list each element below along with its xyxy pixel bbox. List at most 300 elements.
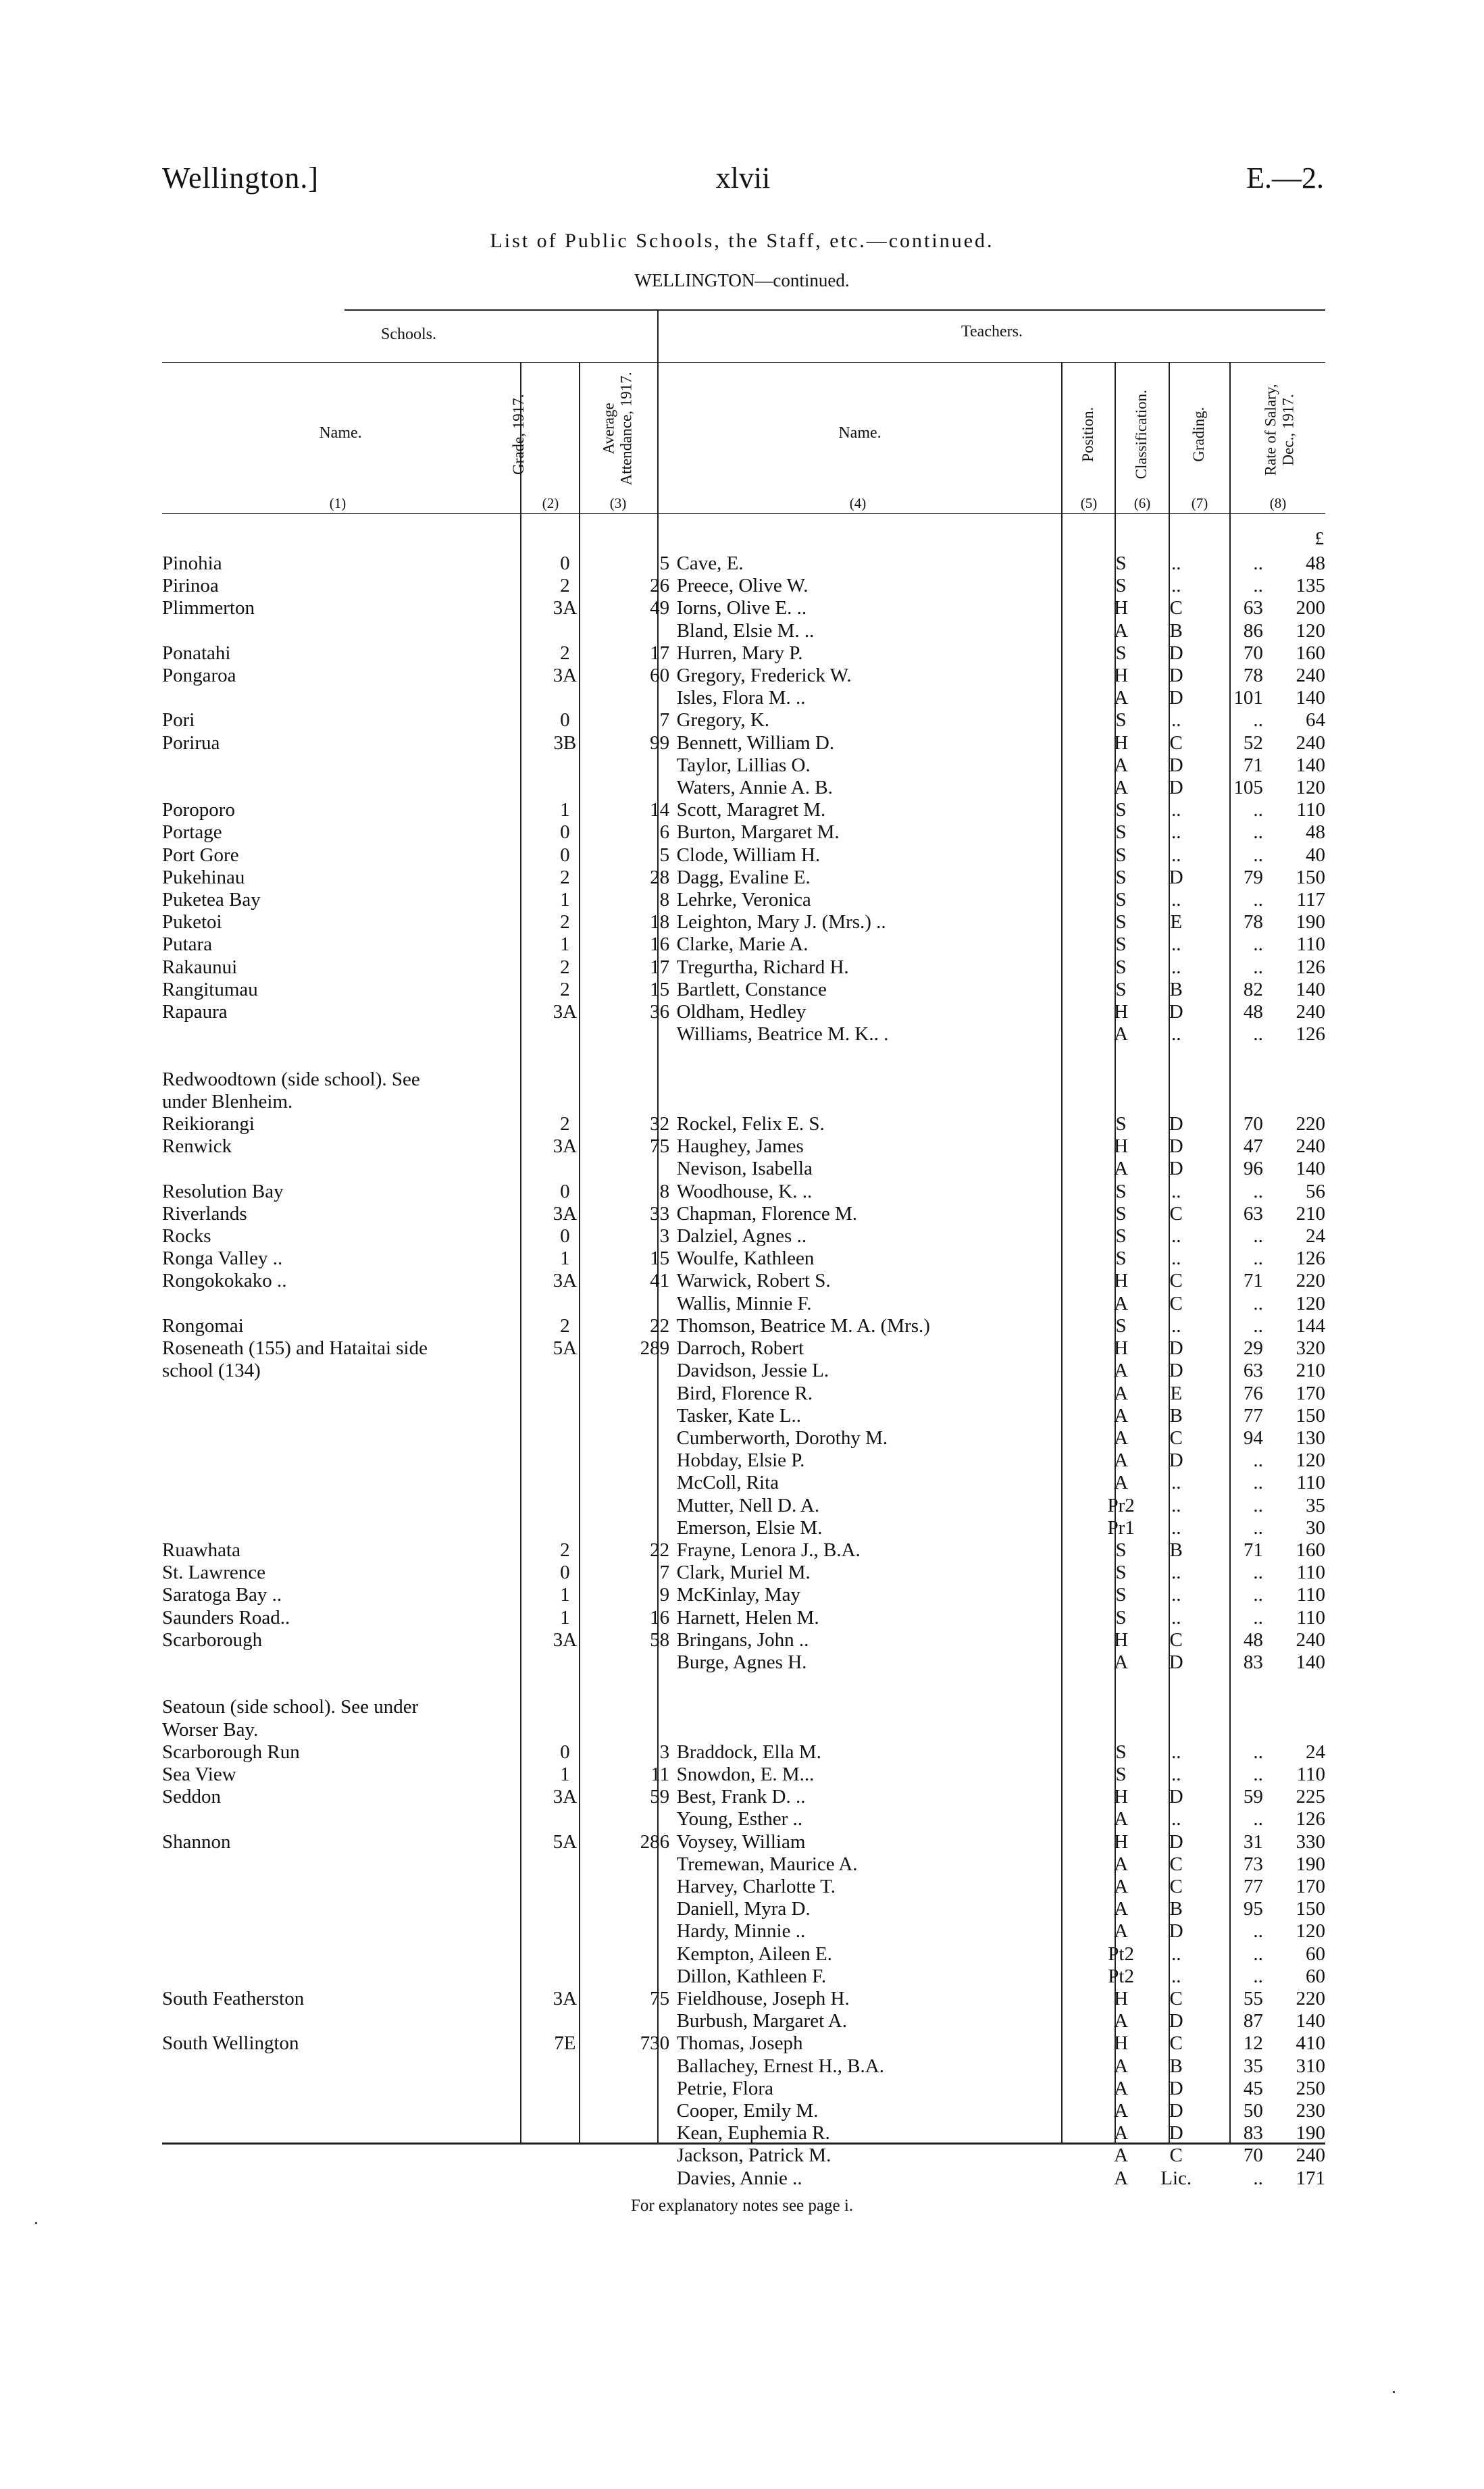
teacher-position bbox=[1094, 2145, 1149, 2167]
teacher-grading bbox=[1204, 1539, 1263, 1562]
teacher-classification-text: B bbox=[1169, 1404, 1183, 1427]
school-grade bbox=[535, 1203, 594, 1225]
school-attendance-text: 36 bbox=[650, 1001, 670, 1023]
teacher-salary-text: 150 bbox=[1296, 1898, 1325, 1920]
teacher-classification-text: D bbox=[1169, 642, 1183, 664]
teacher-classification-text: .. bbox=[1171, 553, 1181, 574]
school-name-text: Porirua bbox=[162, 732, 220, 754]
teacher-classification bbox=[1148, 821, 1204, 844]
teacher-position bbox=[1094, 1674, 1149, 1696]
teacher-classification-text: D bbox=[1169, 687, 1183, 709]
teacher-classification-text: B bbox=[1169, 619, 1183, 642]
teacher-salary-text: 240 bbox=[1296, 732, 1325, 754]
teacher-salary-text: 240 bbox=[1296, 1001, 1325, 1023]
school-name-text: Reikiorangi bbox=[162, 1113, 255, 1135]
school-attendance bbox=[594, 2055, 669, 2078]
school-name bbox=[162, 1315, 535, 1337]
school-grade-text: 2 bbox=[560, 1539, 570, 1561]
table-row bbox=[162, 1270, 1325, 1292]
teacher-salary bbox=[1263, 2032, 1325, 2055]
teacher-classification bbox=[1148, 2122, 1204, 2145]
teacher-grading-text: 82 bbox=[1243, 978, 1263, 1000]
teacher-position-text: S bbox=[1115, 1562, 1127, 1584]
teacher-salary-text: 220 bbox=[1296, 1987, 1325, 2009]
teacher-grading-text: .. bbox=[1253, 1763, 1263, 1785]
teacher-salary-text: 48 bbox=[1306, 821, 1325, 844]
school-name bbox=[162, 665, 535, 687]
school-attendance bbox=[594, 2010, 669, 2032]
school-name bbox=[162, 2055, 535, 2078]
teacher-classification-text: .. bbox=[1171, 844, 1181, 866]
teacher-position-text: A bbox=[1114, 1808, 1129, 1830]
teacher-position-text: S bbox=[1115, 1314, 1127, 1337]
school-grade bbox=[535, 799, 594, 821]
teacher-classification bbox=[1148, 956, 1204, 979]
teacher-grading-text: .. bbox=[1253, 933, 1263, 956]
teacher-classification bbox=[1148, 709, 1204, 732]
teacher-position-text: Pt2 bbox=[1108, 1965, 1134, 1987]
teacher-salary-text: 120 bbox=[1296, 1449, 1325, 1472]
teacher-name-text: Bartlett, Constance bbox=[676, 978, 827, 1000]
teacher-salary-text: 240 bbox=[1296, 1135, 1325, 1158]
teacher-grading-text: 50 bbox=[1243, 2099, 1263, 2122]
column-gap bbox=[669, 777, 676, 799]
group-rule bbox=[162, 362, 1325, 363]
teacher-salary bbox=[1263, 1741, 1325, 1764]
school-attendance bbox=[594, 687, 669, 709]
teacher-name-text: Warwick, Robert S. bbox=[676, 1270, 831, 1292]
teacher-grading-text: 59 bbox=[1243, 1786, 1263, 1808]
teacher-name bbox=[677, 1449, 1094, 1472]
teacher-grading bbox=[1204, 1225, 1263, 1248]
teacher-name-text: Emerson, Elsie M. bbox=[676, 1516, 823, 1539]
teacher-salary bbox=[1263, 553, 1325, 575]
column-gap bbox=[669, 2078, 676, 2100]
teacher-position-text: A bbox=[1114, 619, 1129, 642]
table-row bbox=[162, 1427, 1325, 1449]
teacher-classification-text: D bbox=[1169, 1786, 1183, 1808]
teacher-position bbox=[1094, 1360, 1149, 1382]
table-row bbox=[162, 553, 1325, 575]
teacher-salary bbox=[1263, 1472, 1325, 1494]
school-name bbox=[162, 1853, 535, 1876]
top-rule bbox=[344, 309, 1325, 311]
teacher-name bbox=[677, 1539, 1094, 1562]
teacher-salary bbox=[1263, 2010, 1325, 2032]
teacher-name bbox=[677, 1719, 1094, 1741]
column-gap bbox=[669, 867, 676, 889]
teacher-name-text: Thomas, Joseph bbox=[676, 2032, 803, 2055]
table-row bbox=[162, 1808, 1325, 1830]
teacher-grading-text: 71 bbox=[1243, 1539, 1263, 1561]
school-attendance-text: 59 bbox=[650, 1786, 670, 1808]
teacher-salary bbox=[1263, 1966, 1325, 1988]
school-name bbox=[162, 2032, 535, 2055]
teacher-name bbox=[677, 1651, 1094, 1674]
teacher-position bbox=[1094, 1562, 1149, 1584]
teacher-position-text: S bbox=[1115, 1248, 1127, 1270]
teacher-grading bbox=[1204, 1651, 1263, 1674]
column-number-8: (8) bbox=[1269, 495, 1287, 511]
school-name bbox=[162, 2010, 535, 2032]
school-grade bbox=[535, 1674, 594, 1696]
teacher-classification-text: Lic. bbox=[1160, 2167, 1192, 2189]
teacher-grading bbox=[1204, 1584, 1263, 1606]
teacher-salary-text: 310 bbox=[1296, 2055, 1325, 2077]
school-grade-text: 0 bbox=[560, 844, 570, 866]
school-name-text: Port Gore bbox=[162, 844, 239, 866]
school-grade bbox=[535, 1405, 594, 1427]
teacher-grading-text: .. bbox=[1253, 1606, 1263, 1628]
teacher-classification bbox=[1148, 2078, 1204, 2100]
teacher-name bbox=[677, 911, 1094, 933]
teacher-name bbox=[677, 1337, 1094, 1360]
teacher-grading-text: 31 bbox=[1243, 1830, 1263, 1853]
teacher-salary-text: 56 bbox=[1306, 1180, 1325, 1202]
teacher-classification bbox=[1148, 2145, 1204, 2167]
teacher-position-text: H bbox=[1114, 1135, 1129, 1158]
teacher-salary bbox=[1263, 821, 1325, 844]
column-gap bbox=[669, 1360, 676, 1382]
teacher-position-text: S bbox=[1115, 1202, 1127, 1225]
teacher-salary-text: 126 bbox=[1296, 1248, 1325, 1270]
teacher-salary bbox=[1263, 1517, 1325, 1539]
teacher-classification-text: D bbox=[1169, 1337, 1183, 1360]
teacher-position-text: S bbox=[1115, 821, 1127, 844]
school-grade-text: 2 bbox=[560, 978, 570, 1000]
teacher-salary-text: 140 bbox=[1296, 1158, 1325, 1180]
teacher-grading-text: 55 bbox=[1243, 1987, 1263, 2009]
teacher-name-text: Voysey, William bbox=[676, 1830, 806, 1853]
school-name bbox=[162, 2100, 535, 2122]
teacher-grading bbox=[1204, 1696, 1263, 1718]
teacher-salary-text: 144 bbox=[1296, 1314, 1325, 1337]
teacher-classification bbox=[1148, 1562, 1204, 1584]
teacher-salary-text: 126 bbox=[1296, 1808, 1325, 1830]
teacher-classification bbox=[1148, 911, 1204, 933]
school-name bbox=[162, 1293, 535, 1315]
column-gap bbox=[669, 2010, 676, 2032]
school-name-text: Resolution Bay bbox=[162, 1180, 284, 1202]
teacher-name bbox=[677, 1853, 1094, 1876]
teacher-classification-text: B bbox=[1169, 2055, 1183, 2077]
school-grade-text: 3A bbox=[553, 1786, 578, 1808]
teacher-grading bbox=[1204, 1383, 1263, 1405]
school-attendance-text: 7 bbox=[659, 1562, 670, 1584]
school-name bbox=[162, 1225, 535, 1248]
column-gap bbox=[669, 642, 676, 665]
column-gap bbox=[669, 1831, 676, 1853]
teacher-grading bbox=[1204, 1337, 1263, 1360]
school-grade-text: 3A bbox=[553, 1202, 578, 1225]
school-grade bbox=[535, 1181, 594, 1203]
school-name bbox=[162, 1674, 535, 1696]
teacher-salary bbox=[1263, 1764, 1325, 1786]
teacher-grading bbox=[1204, 1562, 1263, 1584]
schools-group-header: Schools. bbox=[380, 326, 436, 343]
teacher-name-header: Name. bbox=[838, 424, 881, 442]
teacher-classification bbox=[1148, 799, 1204, 821]
teacher-position bbox=[1094, 1584, 1149, 1606]
print-speck bbox=[35, 2222, 37, 2224]
teacher-name-text: Davies, Annie .. bbox=[676, 2167, 802, 2189]
teacher-grading-text: 63 bbox=[1243, 1360, 1263, 1382]
school-attendance bbox=[594, 979, 669, 1001]
teacher-position-text: A bbox=[1114, 2145, 1129, 2167]
teacher-salary-text: 240 bbox=[1296, 665, 1325, 687]
teacher-grading bbox=[1204, 821, 1263, 844]
table-row bbox=[162, 1001, 1325, 1023]
teacher-classification bbox=[1148, 2010, 1204, 2032]
table-row bbox=[162, 1158, 1325, 1180]
teacher-grading bbox=[1204, 1069, 1263, 1091]
teacher-grading bbox=[1204, 1517, 1263, 1539]
teacher-position-text: A bbox=[1114, 2099, 1129, 2122]
table-row bbox=[162, 2032, 1325, 2055]
teacher-name-text: Young, Esther .. bbox=[676, 1808, 802, 1830]
teacher-name-text: Chapman, Florence M. bbox=[676, 1202, 857, 1225]
column-number-5: (5) bbox=[1080, 495, 1098, 511]
teacher-position bbox=[1094, 2055, 1149, 2078]
school-attendance bbox=[594, 1495, 669, 1517]
school-grade bbox=[535, 642, 594, 665]
teacher-position bbox=[1094, 597, 1149, 619]
teacher-classification bbox=[1148, 1069, 1204, 1091]
teacher-salary-text: 230 bbox=[1296, 2099, 1325, 2122]
teacher-name-text: Dalziel, Agnes .. bbox=[676, 1225, 807, 1248]
teacher-name bbox=[677, 1248, 1094, 1270]
teacher-salary bbox=[1263, 844, 1325, 867]
table-row bbox=[162, 1495, 1325, 1517]
teacher-salary bbox=[1263, 933, 1325, 956]
column-gap bbox=[669, 1584, 676, 1606]
teacher-grading-text: 87 bbox=[1243, 2010, 1263, 2032]
teacher-classification bbox=[1148, 1920, 1204, 1943]
teacher-salary bbox=[1263, 1920, 1325, 1943]
school-name-text: Pinohia bbox=[162, 553, 222, 574]
teacher-name bbox=[677, 1562, 1094, 1584]
school-grade bbox=[535, 1046, 594, 1068]
school-attendance-text: 32 bbox=[650, 1113, 670, 1135]
school-attendance bbox=[594, 2167, 669, 2190]
column-gap bbox=[669, 575, 676, 597]
school-grade bbox=[535, 709, 594, 732]
column-gap bbox=[669, 1270, 676, 1292]
teacher-grading bbox=[1204, 1876, 1263, 1898]
teacher-grading-text: 78 bbox=[1243, 911, 1263, 933]
teacher-salary bbox=[1263, 665, 1325, 687]
teacher-name bbox=[677, 1181, 1094, 1203]
teacher-name bbox=[677, 1203, 1094, 1225]
school-grade bbox=[535, 687, 594, 709]
teacher-position bbox=[1094, 575, 1149, 597]
column-gap bbox=[669, 956, 676, 979]
table-row bbox=[162, 1539, 1325, 1562]
teacher-position-text: S bbox=[1115, 978, 1127, 1000]
teacher-position-text: H bbox=[1114, 1830, 1129, 1853]
school-attendance bbox=[594, 867, 669, 889]
school-name bbox=[162, 1786, 535, 1808]
teacher-name-text: Clark, Muriel M. bbox=[676, 1562, 811, 1584]
school-attendance-text: 75 bbox=[650, 1987, 670, 2009]
teacher-name bbox=[677, 2010, 1094, 2032]
teacher-classification bbox=[1148, 642, 1204, 665]
teacher-classification bbox=[1148, 1270, 1204, 1292]
teacher-classification bbox=[1148, 1135, 1204, 1158]
table-row bbox=[162, 1135, 1325, 1158]
school-attendance bbox=[594, 1943, 669, 1966]
table-row bbox=[162, 933, 1325, 956]
teacher-position-text: Pt2 bbox=[1108, 1943, 1134, 1965]
teacher-grading-text: .. bbox=[1253, 2167, 1263, 2189]
school-attendance-text: 11 bbox=[650, 1763, 670, 1785]
teacher-classification bbox=[1148, 1158, 1204, 1180]
school-name bbox=[162, 1091, 535, 1113]
teacher-grading bbox=[1204, 1808, 1263, 1830]
teacher-name-text: Hobday, Elsie P. bbox=[676, 1449, 805, 1472]
teacher-position bbox=[1094, 979, 1149, 1001]
school-grade bbox=[535, 1225, 594, 1248]
teacher-name-text: Tregurtha, Richard H. bbox=[676, 956, 849, 978]
table-row bbox=[162, 2010, 1325, 2032]
school-grade-text: 2 bbox=[560, 911, 570, 933]
teacher-grading bbox=[1204, 1181, 1263, 1203]
school-grade-text: 2 bbox=[560, 1314, 570, 1337]
teacher-salary bbox=[1263, 1113, 1325, 1135]
school-name bbox=[162, 687, 535, 709]
teacher-name bbox=[677, 2078, 1094, 2100]
school-grade-text: 3B bbox=[553, 732, 577, 754]
teacher-grading-text: 96 bbox=[1243, 1158, 1263, 1180]
school-attendance bbox=[594, 1270, 669, 1292]
teacher-position-text: A bbox=[1114, 1427, 1129, 1449]
teacher-grading bbox=[1204, 1091, 1263, 1113]
document-title: List of Public Schools, the Staff, etc.—continued. bbox=[490, 230, 994, 252]
teacher-name bbox=[677, 1360, 1094, 1382]
school-attendance bbox=[594, 1225, 669, 1248]
school-grade bbox=[535, 1629, 594, 1651]
column-gap bbox=[669, 1495, 676, 1517]
school-grade bbox=[535, 1495, 594, 1517]
teacher-position bbox=[1094, 620, 1149, 642]
teacher-classification bbox=[1148, 665, 1204, 687]
table-row bbox=[162, 2122, 1325, 2145]
school-name-text: Saratoga Bay .. bbox=[162, 1584, 282, 1606]
teacher-grading bbox=[1204, 1158, 1263, 1180]
teacher-classification bbox=[1148, 1449, 1204, 1472]
teacher-grading bbox=[1204, 2167, 1263, 2190]
teacher-grading bbox=[1204, 889, 1263, 911]
teacher-classification bbox=[1148, 687, 1204, 709]
column-gap bbox=[669, 1181, 676, 1203]
table-row bbox=[162, 1383, 1325, 1405]
teacher-salary bbox=[1263, 1091, 1325, 1113]
teachers-group-header: Teachers. bbox=[961, 323, 1023, 340]
teacher-name-text: Hurren, Mary P. bbox=[676, 642, 803, 664]
teacher-position bbox=[1094, 1966, 1149, 1988]
teacher-classification bbox=[1148, 1674, 1204, 1696]
teacher-salary bbox=[1263, 1562, 1325, 1584]
school-grade bbox=[535, 1135, 594, 1158]
teacher-classification bbox=[1148, 732, 1204, 754]
teacher-salary-text: 190 bbox=[1296, 911, 1325, 933]
teacher-grading-text: .. bbox=[1253, 1516, 1263, 1539]
school-attendance bbox=[594, 1427, 669, 1449]
column-gap bbox=[669, 1898, 676, 1920]
column-gap bbox=[669, 1225, 676, 1248]
teacher-grading-text: 63 bbox=[1243, 597, 1263, 619]
table-row bbox=[162, 1069, 1325, 1091]
teacher-classification bbox=[1148, 2032, 1204, 2055]
table-row bbox=[162, 1786, 1325, 1808]
school-attendance bbox=[594, 1001, 669, 1023]
table-row bbox=[162, 1696, 1325, 1718]
teacher-classification bbox=[1148, 1898, 1204, 1920]
teacher-salary bbox=[1263, 1495, 1325, 1517]
teacher-classification-text: D bbox=[1169, 1113, 1183, 1135]
school-attendance bbox=[594, 1674, 669, 1696]
table-row bbox=[162, 1472, 1325, 1494]
column-gap bbox=[669, 1966, 676, 1988]
teacher-classification-text: D bbox=[1169, 1830, 1183, 1853]
teacher-name bbox=[677, 1135, 1094, 1158]
teacher-salary-text: 110 bbox=[1296, 1562, 1325, 1584]
school-attendance bbox=[594, 709, 669, 732]
teacher-salary bbox=[1263, 642, 1325, 665]
school-grade-text: 2 bbox=[560, 866, 570, 888]
teacher-position-text: S bbox=[1115, 911, 1127, 933]
teacher-grading-text: 77 bbox=[1243, 1875, 1263, 1897]
teacher-name-text: Daniell, Myra D. bbox=[676, 1898, 811, 1920]
teacher-salary bbox=[1263, 1696, 1325, 1718]
teacher-classification-text: D bbox=[1169, 777, 1183, 799]
teacher-position-text: A bbox=[1114, 1472, 1129, 1494]
teacher-position bbox=[1094, 911, 1149, 933]
school-grade bbox=[535, 1248, 594, 1270]
teacher-position bbox=[1094, 2100, 1149, 2122]
school-name bbox=[162, 754, 535, 777]
school-name bbox=[162, 889, 535, 911]
teacher-name-text: McColl, Rita bbox=[676, 1472, 779, 1494]
teacher-salary-text: 240 bbox=[1296, 1628, 1325, 1651]
school-attendance bbox=[594, 1360, 669, 1382]
teacher-grading-text: .. bbox=[1253, 1562, 1263, 1584]
school-attendance-text: 286 bbox=[640, 1830, 670, 1853]
teacher-classification-text: C bbox=[1169, 1853, 1183, 1875]
teacher-grading-text: 86 bbox=[1243, 619, 1263, 642]
teacher-salary bbox=[1263, 1181, 1325, 1203]
teacher-grading bbox=[1204, 1920, 1263, 1943]
teacher-salary bbox=[1263, 1607, 1325, 1629]
column-gap bbox=[669, 1427, 676, 1449]
grading-header: Grading. bbox=[1189, 407, 1207, 462]
school-attendance bbox=[594, 1091, 669, 1113]
school-grade bbox=[535, 1853, 594, 1876]
teacher-grading bbox=[1204, 933, 1263, 956]
teacher-name-text: Frayne, Lenora J., B.A. bbox=[676, 1539, 861, 1561]
school-name-text: Worser Bay. bbox=[162, 1718, 259, 1741]
teacher-name bbox=[677, 1584, 1094, 1606]
teacher-position bbox=[1094, 1853, 1149, 1876]
teacher-classification bbox=[1148, 597, 1204, 619]
teacher-salary-text: 110 bbox=[1296, 1763, 1325, 1785]
pound-sign: £ bbox=[1314, 528, 1324, 548]
teacher-position bbox=[1094, 2032, 1149, 2055]
teacher-grading-text: 70 bbox=[1243, 1113, 1263, 1135]
school-grade-text: 3A bbox=[553, 1135, 578, 1158]
school-attendance bbox=[594, 1562, 669, 1584]
teacher-salary bbox=[1263, 709, 1325, 732]
